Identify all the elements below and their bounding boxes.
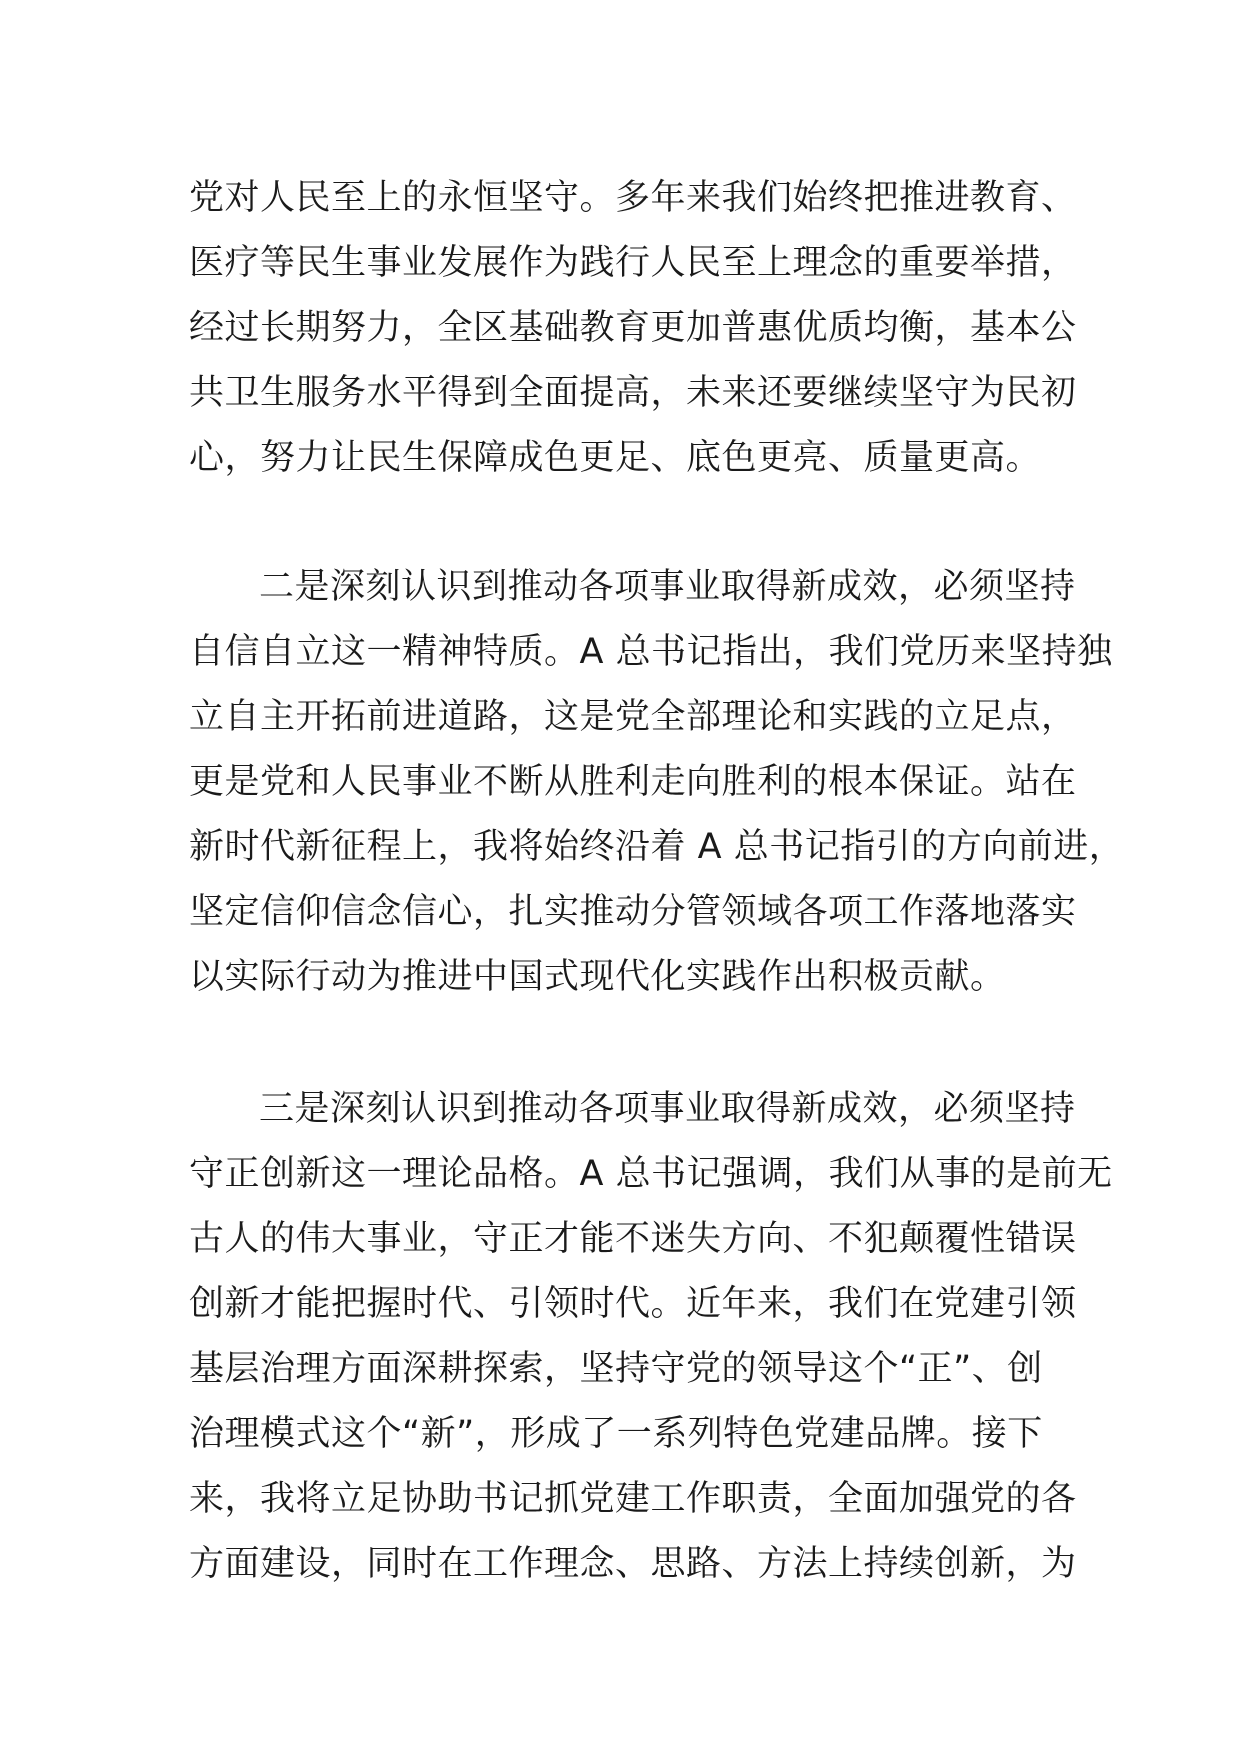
text-line-indented: 二是深刻认识到推动各项事业取得新成效，必须坚持 bbox=[259, 567, 1076, 607]
text-line: 共卫生服务水平得到全面提高，未来还要继续坚守为民初 bbox=[189, 373, 1077, 413]
text-line: 创新才能把握时代、引领时代。近年来，我们在党建引领 bbox=[189, 1284, 1077, 1324]
text-line: 经过长期努力，全区基础教育更加普惠优质均衡，基本公 bbox=[189, 308, 1077, 348]
text-line: 治理模式这个“新”，形成了一系列特色党建品牌。接下 bbox=[189, 1414, 1043, 1454]
text-line: 更是党和人民事业不断从胜利走向胜利的根本保证。站在 bbox=[189, 762, 1077, 802]
text-line: 自信自立这一精神特质。A 总书记指出，我们党历来坚持独 bbox=[189, 632, 1113, 672]
text-line: 立自主开拓前进道路，这是党全部理论和实践的立足点， bbox=[189, 697, 1077, 737]
text-line: 新时代新征程上，我将始终沿着 A 总书记指引的方向前进， bbox=[189, 827, 1125, 867]
text-line: 古人的伟大事业，守正才能不迷失方向、不犯颠覆性错误 bbox=[189, 1219, 1077, 1259]
paragraph-2 bbox=[189, 555, 1125, 1010]
text-line-indented: 三是深刻认识到推动各项事业取得新成效，必须坚持 bbox=[259, 1089, 1076, 1129]
text-line: 方面建设，同时在工作理念、思路、方法上持续创新，为 bbox=[189, 1544, 1077, 1584]
text-line: 坚定信仰信念信心，扎实推动分管领域各项工作落地落实 bbox=[189, 892, 1077, 932]
text-line: 医疗等民生事业发展作为践行人民至上理念的重要举措， bbox=[189, 243, 1077, 283]
text-line: 基层治理方面深耕探索，坚持守党的领导这个“正”、创 bbox=[189, 1349, 1043, 1389]
text-line: 守正创新这一理论品格。A 总书记强调，我们从事的是前无 bbox=[189, 1154, 1113, 1194]
text-line: 以实际行动为推进中国式现代化实践作出积极贡献。 bbox=[189, 957, 1006, 997]
text-line: 来，我将立足协助书记抓党建工作职责，全面加强党的各 bbox=[189, 1479, 1077, 1519]
paragraph-1 bbox=[189, 166, 1089, 491]
text-line: 党对人民至上的永恒坚守。多年来我们始终把推进教育、 bbox=[189, 178, 1077, 218]
paragraph-3 bbox=[189, 1077, 1113, 1597]
text-line: 心，努力让民生保障成色更足、底色更亮、质量更高。 bbox=[189, 438, 1042, 478]
